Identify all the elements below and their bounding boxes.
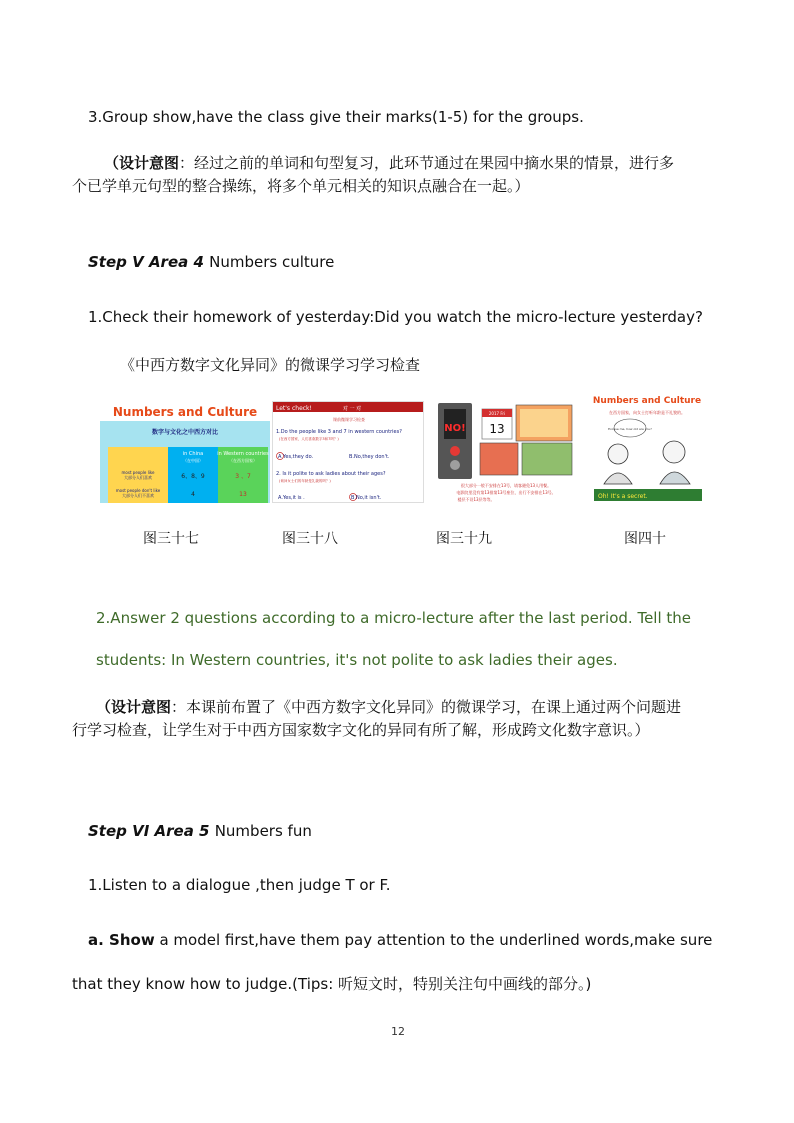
fig38-a1: A Yes,they do.: [278, 454, 314, 460]
group-show-line: 3.Group show,have the class give their marks(1-5) for the groups.: [88, 108, 584, 126]
homework-check-question: 1.Check their homework of yesterday:Did you watch the micro-lecture yesterday?: [88, 308, 703, 326]
figure-38-graphic: [273, 402, 424, 503]
figure-37-numbers-culture-table: [100, 401, 270, 503]
fig37-col2-sub: （在西方国家）: [229, 458, 257, 463]
judge-tips-line: [72, 973, 591, 994]
show-model-text: a model first,have them pay attention to the underlined words,make sure: [154, 931, 713, 949]
figure-40-age-secret: [590, 392, 705, 504]
caption-figure-40: 图四十: [624, 531, 666, 547]
figure-37-graphic: [100, 401, 270, 503]
fig40-desc: 在西方国家，向女士打听年龄是不礼貌的。: [609, 410, 685, 415]
fig37-row2-label: most people don't like: [115, 488, 161, 493]
answer-questions-line: [96, 609, 691, 627]
fig39-cal-number: 13: [489, 422, 505, 436]
show-model-label: a. Show: [88, 931, 155, 949]
figure-38-lets-check: [272, 401, 424, 503]
fig37-title: Numbers and Culture: [112, 405, 258, 419]
figure-39-unlucky-13: [436, 401, 576, 506]
step-v-heading: [88, 253, 334, 271]
fig39-text3: 楼层不设13层等等。: [457, 497, 495, 502]
caption-figure-37: 图三十七: [143, 531, 199, 547]
fig38-a2: A.Yes,it is .: [278, 495, 305, 501]
step-vi-heading: [88, 822, 312, 840]
fig39-text1: 很大部分一般不安排在13号，请客避免13人用餐。: [460, 483, 552, 488]
design-intent-2: [96, 696, 681, 717]
design-intent-2-label: （设计意图: [96, 698, 172, 716]
design-intent-text: ：经过之前的单词和句型复习，此环节通过在果园中摘水果的情景，进行多: [179, 154, 675, 172]
fig37-row1-c2: 3 、7: [235, 473, 251, 480]
fig38-header-cn: 对 一 对: [343, 406, 362, 412]
fig39-cal-year: 2017 Fri: [488, 411, 506, 416]
fig40-bubble: Excuse me, how old are you?: [608, 427, 652, 431]
fig37-row2-c2: 13: [239, 491, 247, 498]
listen-dialogue-line: 1.Listen to a dialogue ,then judge T or F.: [88, 876, 391, 894]
page-number: 12: [391, 1025, 405, 1038]
fig37-row2-c1: 4: [191, 491, 195, 498]
figure-40-graphic: [590, 392, 705, 504]
design-intent-label: （设计意图: [104, 154, 180, 172]
fig38-q2: 2. Is it polite to ask ladies about their ages?: [276, 471, 386, 477]
judge-tips-text: that they know how to judge.(Tips:: [72, 975, 334, 993]
fig38-a1b: B.No,they don't.: [349, 454, 390, 460]
judge-tips-cn: 听短文时，特别关注句中画线的部分。): [333, 975, 592, 993]
students-polite-line: students: In Western countries, it's not polite to ask ladies their ages.: [96, 651, 618, 669]
fig37-row1-label2: 大部分人们喜欢: [124, 475, 152, 480]
caption-figure-39: 图三十九: [436, 531, 492, 547]
fig37-col1-sub: （在中国）: [183, 458, 203, 463]
step-vi-label: Step VI Area 5: [88, 822, 215, 840]
fig37-col1: in China: [182, 451, 204, 457]
show-model-line: [88, 931, 712, 949]
design-intent-1-line2: 个已学单元句型的整合操练，将多个单元相关的知识点融合在一起。）: [72, 177, 530, 195]
tell-the-text: Tell the: [637, 609, 692, 627]
fig38-q1: 1.Do the people like 3 and 7 in western countries?: [276, 429, 402, 435]
fig37-row1-label: most people like: [121, 470, 155, 475]
fig40-title: Numbers and Culture: [592, 396, 702, 406]
micro-lecture-title: 《中西方数字文化异同》的微课学习学习检查: [120, 356, 421, 374]
fig37-col2: in Western countries: [217, 451, 269, 457]
design-intent-2-text: ：本课前布置了《中西方数字文化异同》的微课学习，在课上通过两个问题进: [171, 698, 682, 716]
fig39-text2: 电影院里没有第13排第13号座位，出行不安排在13号。: [456, 490, 556, 495]
figure-39-graphic: [436, 401, 576, 506]
fig38-q2-cn: (询问女士们的年龄是礼貌的吗？): [279, 479, 331, 483]
fig39-no-label: NO!: [444, 423, 466, 434]
answer-questions-text: 2.Answer 2 questions according to a micro-lecture after the last period.: [96, 609, 638, 627]
fig37-subtitle: 数字与文化之中西方对比: [151, 429, 219, 436]
caption-figure-38: 图三十八: [282, 531, 338, 547]
fig37-row2-label2: 大部分人们不喜欢: [122, 493, 154, 498]
fig38-a2b: B No,it isn't.: [351, 495, 382, 501]
step-v-title: Numbers culture: [209, 253, 335, 271]
fig38-header: Let's check!: [276, 405, 312, 412]
step-v-label: Step V Area 4: [88, 253, 210, 271]
fig37-row1-c1: 6、8、9: [181, 473, 205, 480]
fig38-q1-cn: (在西方国家，人们喜欢数字3和7吗？): [279, 437, 339, 441]
fig38-sub: 课前微课学习检查: [333, 417, 365, 422]
step-vi-title: Numbers fun: [214, 822, 312, 840]
fig40-bar: Oh! It's a secret.: [598, 493, 648, 500]
design-intent-1: [104, 152, 674, 173]
design-intent-2-line2: 行学习检查，让学生对于中西方国家数字文化的异同有所了解，形成跨文化数字意识。）: [72, 721, 650, 739]
